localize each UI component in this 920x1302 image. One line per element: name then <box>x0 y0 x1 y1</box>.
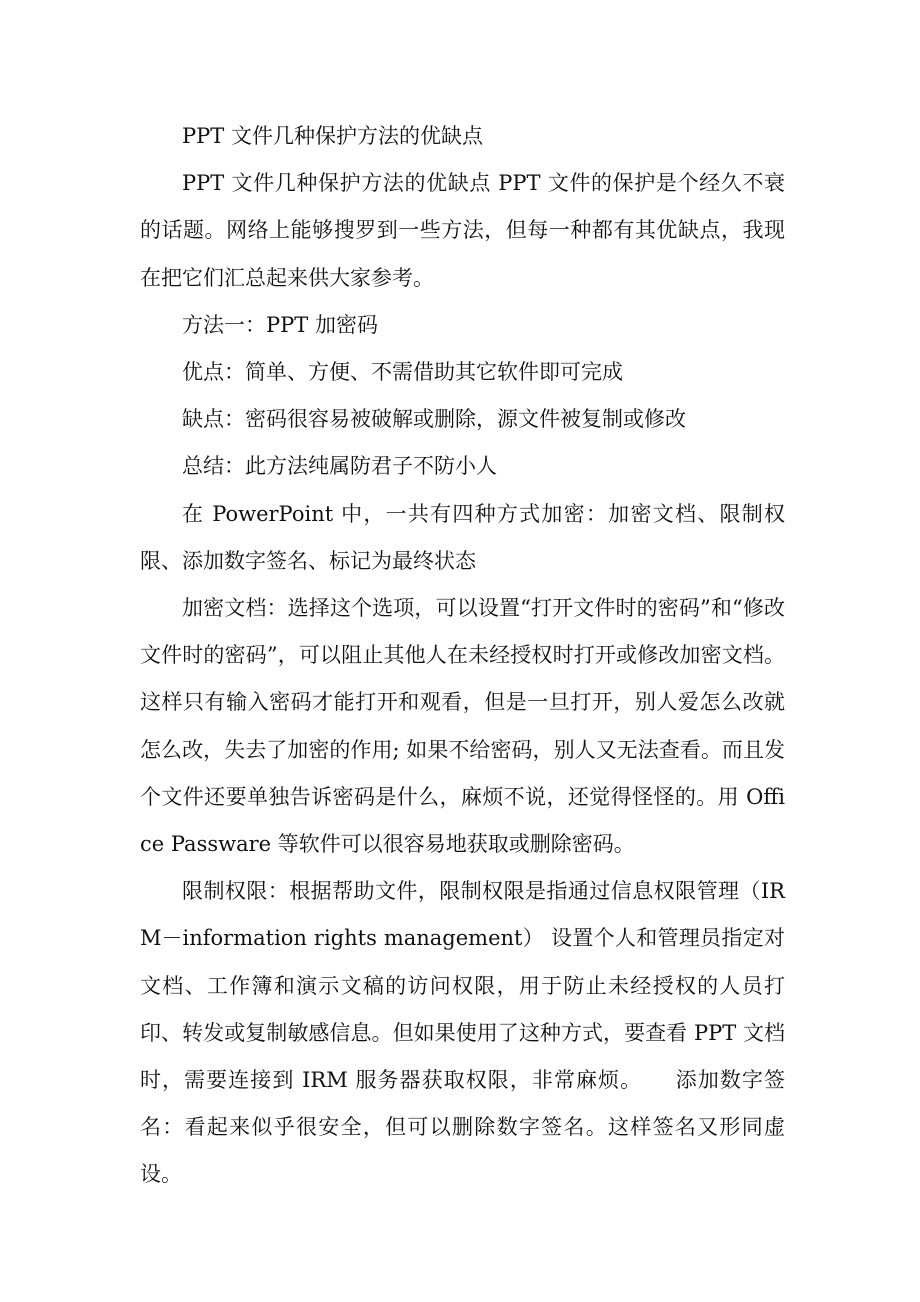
paragraph-method-one: 方法一：PPT 加密码 <box>182 312 378 337</box>
paragraph-restrict-permissions: 限制权限：根据帮助文件，限制权限是指通过信息权限管理（IRM－information rights management） 设置个人和管理员指定对文档、工作簿和演示文稿的访问权限，用于防止未经授权的人员打印、转发或复制敏感信息。但如果使用了这种方式，要查看 PPT 文档时，需要连接到 IRM 服务器获取权限，非常麻烦。 添加数字签名：看起来似乎很安全，但可以删除数字签名。这样签名又形同虚设。 <box>140 879 785 1187</box>
paragraph-powerpoint-modes: 在 PowerPoint 中，一共有四种方式加密：加密文档、限制权限、添加数字签名、标记为最终状态 <box>140 501 785 573</box>
paragraph-intro: PPT 文件几种保护方法的优缺点 PPT 文件的保护是个经久不衰的话题。网络上能够搜罗到一些方法，但每一种都有其优缺点，我现在把它们汇总起来供大家参考。 <box>140 171 785 290</box>
document-title: PPT 文件几种保护方法的优缺点 <box>182 124 483 148</box>
paragraph-summary: 总结：此方法纯属防君子不防小人 <box>182 454 497 479</box>
paragraph-encrypt-document: 加密文档：选择这个选项，可以设置“打开文件时的密码”和“修改文件时的密码”，可以阻止其他人在未经授权时打开或修改加密文档。这样只有输入密码才能打开和观看，但是一旦打开，别人爱怎么改就怎么改，失去了加密的作用; 如果不给密码，别人又无法查看。而且发个文件还要单独告诉密码是什么，麻烦不说，还觉得怪怪的。用 Office Passware 等软件可以很容易地获取或删除密码。 <box>140 596 785 857</box>
document-body <box>140 113 785 1199</box>
paragraph-disadvantages: 缺点：密码很容易被破解或删除，源文件被复制或修改 <box>182 407 686 432</box>
paragraph-advantages: 优点：简单、方便、不需借助其它软件即可完成 <box>182 360 623 385</box>
